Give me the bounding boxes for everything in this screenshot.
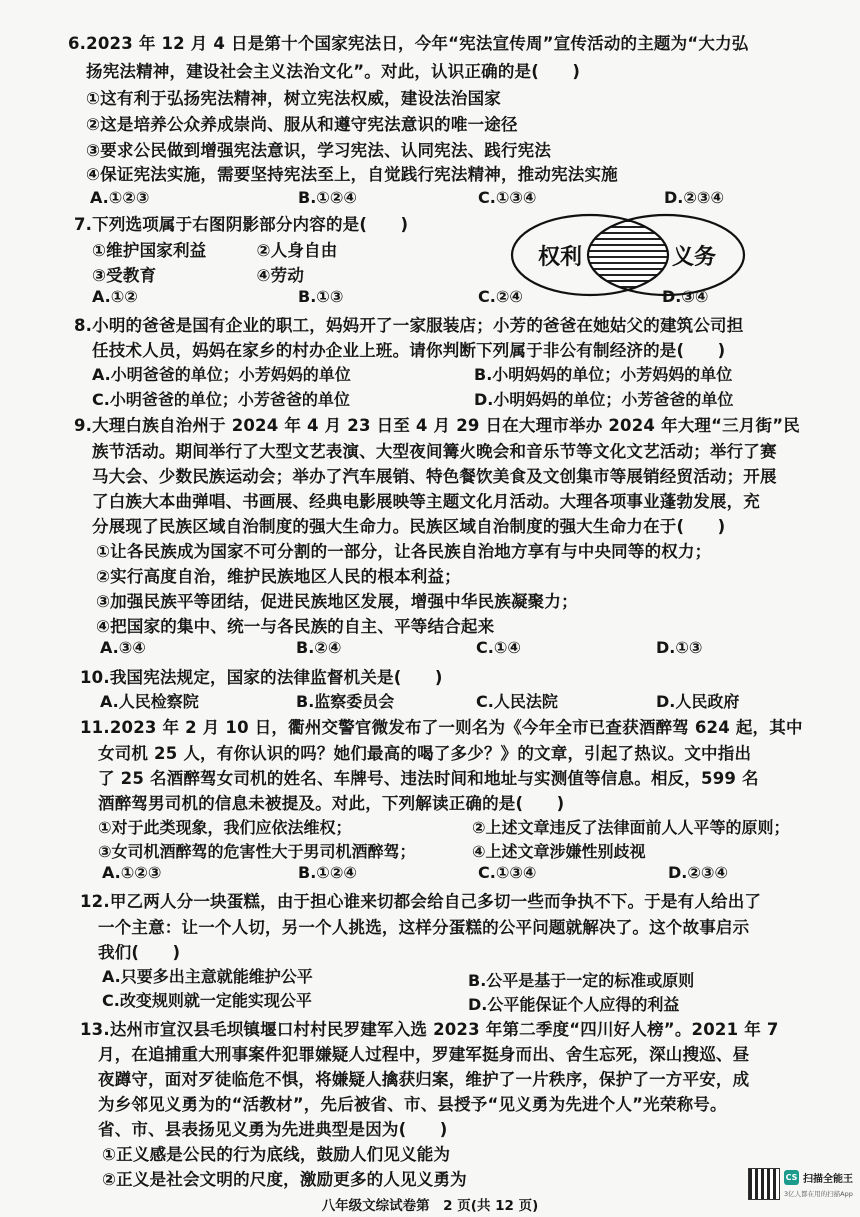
option: A.①② — [92, 287, 138, 306]
option: B.小明妈妈的单位；小芳妈妈的单位 — [474, 365, 733, 384]
option: B.①②④ — [298, 863, 357, 882]
text-line: ②这是培养公众养成崇尚、服从和遵守宪法意识的唯一途径 — [86, 115, 518, 134]
option: A.小明爸爸的单位；小芳妈妈的单位 — [92, 365, 351, 384]
text-line: ③受教育 ④劳动 — [92, 266, 305, 285]
text-line: ①正义感是公民的行为底线，鼓励人们见义能为 — [102, 1145, 451, 1164]
text-line: ①维护国家利益 ②人身自由 — [92, 241, 338, 260]
text-line: 酒醉驾男司机的信息未被提及。对此，下列解读正确的是( ) — [98, 794, 565, 813]
text-line: 分展现了民族区域自治制度的强大生命力。民族区域自治制度的强大生命力在于( ) — [92, 517, 726, 536]
option: B.①③ — [298, 287, 344, 306]
text-line: 族节活动。期间举行了大型文艺表演、大型夜间篝火晚会和音乐节等文化文艺活动；举行了赛 — [92, 442, 777, 461]
text-line: ②实行高度自治，维护民族地区人民的根本利益； — [96, 567, 461, 586]
venn-diagram — [510, 212, 746, 298]
option: A.只要多出主意就能维护公平 — [102, 967, 313, 986]
option: B.①②④ — [298, 188, 357, 207]
statement: ①对于此类现象，我们应依法维权； — [98, 818, 352, 837]
text-line: 13.达州市宣汉县毛坝镇堰口村村民罗建军入选 2023 年第二季度“四川好人榜”。2021 年 7 — [80, 1020, 779, 1039]
text-line: 12.甲乙两人分一块蛋糕，由于担心谁来切都会给自己多切一些而争执不下。于是有人给出了 — [80, 892, 762, 911]
text-line: 月，在追捕重大刑事案件犯罪嫌疑人过程中，罗建军挺身而出、舍生忘死，深山搜巡、昼 — [98, 1045, 750, 1064]
text-line: 一个主意：让一个人切，另一个人挑选，这样分蛋糕的公平问题就解决了。这个故事启示 — [98, 918, 750, 937]
text-line: ③加强民族平等团结，促进民族地区发展，增强中华民族凝聚力； — [96, 592, 578, 611]
text-line: 我们( ) — [98, 943, 181, 962]
text-line: 女司机 25 人，有你认识的吗？她们最高的喝了多少？》的文章，引起了热议。文中指出 — [98, 744, 752, 763]
text-line: ②正义是社会文明的尺度，激励更多的人见义勇为 — [102, 1170, 467, 1189]
option: C.改变规则就一定能实现公平 — [102, 991, 312, 1010]
option: B.②④ — [296, 638, 342, 657]
text-line: 9.大理白族自治州于 2024 年 4 月 23 日至 4 月 29 日在大理市举办 2024 年大理“三月街”民 — [74, 416, 800, 435]
statement: ③女司机酒醉驾的危害性大于男司机酒醉驾； — [98, 842, 416, 861]
option: D.③④ — [662, 287, 709, 306]
text-line: 了 25 名酒醉驾女司机的姓名、车牌号、违法时间和地址与实测值等信息。相反，599 名 — [98, 769, 759, 788]
text-line: 10.我国宪法规定，国家的法律监督机关是( ) — [80, 668, 443, 687]
text-line: 马大会、少数民族运动会；举办了汽车展销、特色餐饮美食及文创集市等展销经贸活动；开展 — [92, 467, 777, 486]
venn-left-label: 权利 — [538, 245, 583, 270]
option: D.②③④ — [668, 863, 728, 882]
text-line: 夜蹲守，面对歹徒临危不惧，将嫌疑人擒获归案，维护了一片秩序，保护了一方平安，成 — [98, 1070, 750, 1089]
option: C.人民法院 — [476, 692, 558, 711]
option: D.人民政府 — [656, 692, 740, 711]
option: C.①④ — [476, 638, 521, 657]
option: A.人民检察院 — [100, 692, 199, 711]
statement: ②上述文章违反了法律面前人人平等的原则； — [472, 818, 790, 837]
venn-right-label: 义务 — [672, 245, 717, 270]
text-line: ④保证宪法实施，需要坚持宪法至上，自觉践行宪法精神，推动宪法实施 — [86, 165, 618, 184]
camscanner-name: 扫描全能王 — [803, 1174, 853, 1185]
option: A.③④ — [100, 638, 146, 657]
text-line: 了白族大本曲弹唱、书画展、经典电影展映等主题文化月活动。大理各项事业蓬勃发展，充 — [92, 492, 760, 511]
option: D.②③④ — [664, 188, 724, 207]
option: D.①③ — [656, 638, 703, 657]
option: C.小明爸爸的单位；小芳爸爸的单位 — [92, 390, 350, 409]
camscanner-logo: CS — [784, 1170, 799, 1185]
statement: ④上述文章涉嫌性别歧视 — [472, 842, 646, 861]
text-line: 为乡邻见义勇为的“活教材”，先后被省、市、县授予“见义勇为先进个人”光荣称号。 — [98, 1095, 727, 1114]
option: C.①③④ — [478, 188, 537, 207]
page-footer: 八年级文综试卷第 2 页(共 12 页) — [321, 1198, 539, 1214]
camscanner-tagline: 3亿人都在用的扫描App — [784, 1190, 853, 1198]
text-line: 省、市、县表扬见义勇为先进典型是因为( ) — [98, 1120, 448, 1139]
text-line: ①让各民族成为国家不可分割的一部分，让各民族自治地方享有与中央同等的权力； — [96, 542, 712, 561]
option: A.①②③ — [102, 863, 162, 882]
option: A.①②③ — [90, 188, 150, 207]
option: D.小明妈妈的单位；小芳爸爸的单位 — [474, 390, 734, 409]
camscanner-badge — [748, 1168, 852, 1204]
option: D.公平能保证个人应得的利益 — [468, 995, 680, 1014]
text-line: 任技术人员，妈妈在家乡的村办企业上班。请你判断下列属于非公有制经济的是( ) — [92, 341, 726, 360]
option: C.①③④ — [478, 863, 537, 882]
text-line: ③要求公民做到增强宪法意识，学习宪法、认同宪法、践行宪法 — [86, 141, 552, 160]
text-line: 11.2023 年 2 月 10 日，衢州交警官微发布了一则名为《今年全市已查获酒醉驾 624 起，其中 — [80, 718, 803, 737]
option: C.②④ — [478, 287, 523, 306]
qr-code-icon — [748, 1168, 780, 1200]
text-line: ①这有利于弘扬宪法精神，树立宪法权威，建设法治国家 — [86, 89, 501, 108]
text-line: 8.小明的爸爸是国有企业的职工，妈妈开了一家服装店；小芳的爸爸在她姑父的建筑公司担 — [74, 316, 744, 335]
option: B.监察委员会 — [296, 692, 395, 711]
text-line: 扬宪法精神，建设社会主义法治文化”。对此，认识正确的是( ) — [86, 62, 581, 81]
text-line: ④把国家的集中、统一与各民族的自主、平等结合起来 — [96, 617, 495, 636]
text-line: 6.2023 年 12 月 4 日是第十个国家宪法日，今年“宪法宣传周”宣传活动的主题为“大力弘 — [68, 34, 749, 53]
option: B.公平是基于一定的标准或原则 — [468, 971, 695, 990]
text-line: 7.下列选项属于右图阴影部分内容的是( ) — [74, 215, 409, 234]
